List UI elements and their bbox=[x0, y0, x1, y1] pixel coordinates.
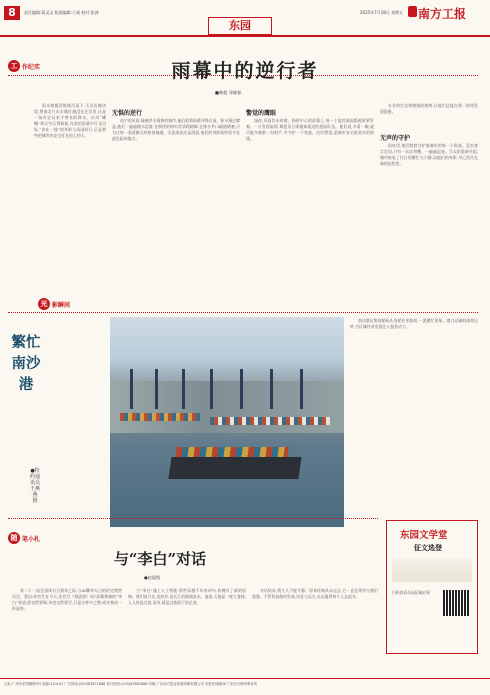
footer-info: 社址:广州市东园横路5号 邮编:510101 广告热线:(020)83871688 发行热线:(020)83883688 印刷:广东南方报业传媒印刷有限公司 本报法律顾问:广东经天律师事务所 bbox=[4, 682, 258, 686]
section-divider bbox=[8, 518, 378, 519]
page-number: 8 bbox=[4, 6, 20, 20]
headline: 雨幕中的逆行者 bbox=[171, 60, 319, 82]
section-tag-icon: 光 bbox=[38, 298, 50, 310]
photo-caption bbox=[350, 318, 478, 514]
article-column bbox=[112, 118, 240, 253]
issue-date: 2025年7月18日 星期五 bbox=[360, 10, 404, 15]
section-tag-icon: 工 bbox=[8, 60, 20, 72]
paragraph: 当“李白”遇上人工智能,那些穿越千年的诗句,仿佛有了新的回响。我们谈月光,谈故乡,谈长江的滚滚流水。他说,天地是一座大客栈,人人皆是过客,而诗,就是过客留下的足迹。 bbox=[128, 588, 246, 606]
newspaper-brand: 南方工报 bbox=[418, 7, 467, 21]
page-header bbox=[0, 0, 490, 38]
paragraph: 深夜,风雨仍未停歇。指挥中心的屏幕上,每一个监控画面都被紧紧盯着。一旦发现险情,调度员立即通知就近的抢险队伍。他们说,多看一眼,就可能多挽救一份财产,多守护一个家庭。这份警觉,是城市安全最坚实的防线。 bbox=[246, 118, 374, 142]
qr-caption: 扫码查看东园征稿启事 bbox=[392, 590, 430, 595]
article-column bbox=[380, 103, 478, 115]
paragraph: 南宁的风雨,像被洪水裹挟的城市,他们迎着雨幕冲锋在前。积水漫过膝盖,他们一遍遍蹚水巡查,在倒伏的树木旁清理路障,在排水井口疏通堵塞,只为让每一条道路尽快恢复畅通。无论深夜还是清晨,他们的身影始终坚守在最危险的地方。 bbox=[112, 118, 240, 142]
footer-divider bbox=[0, 678, 490, 679]
article-lead bbox=[34, 103, 106, 313]
headline: 与“李白”对话 bbox=[113, 550, 207, 568]
article-column bbox=[380, 143, 478, 253]
port-photo bbox=[110, 317, 344, 527]
column-subtitle: 征文选登 bbox=[414, 543, 442, 552]
editor-credits: 责任编辑:蒋灵灵 版面编辑:王威 校对:张茜 bbox=[24, 10, 99, 15]
lead-paragraph: 雨未如瓢泼般倾泻而下,天河仿佛决堤,将南北片东半城区淹没在汪洋里,这是一场有史以来不曾有的降水。台风“蝴蝶”将天空压得极低,乌黑的雨幕中灯光闪烁,“冲在一线”的身影与风雨同行,正是那些把城市的安全扛在肩上的人。 bbox=[34, 103, 106, 139]
article-column bbox=[246, 118, 374, 253]
article-column bbox=[12, 588, 122, 676]
qr-code-icon[interactable] bbox=[443, 590, 469, 616]
header-divider bbox=[0, 35, 490, 37]
paragraph: 雨夜里,他们默默守护着城市的每一个角落。没有豪言壮语,只有一次次弯腰、一遍遍巡查。当太阳重新升起,城市恢复了往日的繁忙与宁静,而他们的身影,早已消失在新的征程里。 bbox=[380, 143, 478, 167]
column-title: 东园文学堂 bbox=[400, 530, 448, 541]
paragraph: 专业的打光和敏锐的观察,让他们总能在第一时间发现隐患。 bbox=[380, 103, 478, 115]
newspaper-logo-icon bbox=[408, 6, 417, 17]
section-divider bbox=[8, 312, 478, 313]
section-tag-label: 影瞬间 bbox=[52, 302, 71, 309]
section-title: 东园 bbox=[208, 17, 272, 35]
article-column bbox=[128, 588, 246, 676]
byline: ●赵晨凯 bbox=[144, 575, 161, 580]
subheading: 无声的守护 bbox=[380, 135, 411, 142]
article-column bbox=[252, 588, 378, 676]
subheading: 警觉的鹰眼 bbox=[246, 110, 277, 117]
section-tag-label: 作纪实 bbox=[22, 64, 41, 71]
photo-byline: ●特约通讯员 王燕燕 摄 bbox=[30, 468, 41, 504]
column-illustration bbox=[392, 558, 472, 582]
paragraph: 对话结束,我久久不能平静。原来经典从未远去,它一直在等待与我们重逢。不管科技如何发展,诗意与远方,永远值得每个人去追寻。 bbox=[252, 588, 378, 600]
photo-title: 繁忙南沙港 bbox=[11, 334, 41, 393]
paragraph: 第二十一届全国读书日到来之际,与AI聊李太白的约定悄然而至。我问:你若生在今天,还会写《将进酒》吗?屏幕那端的“李白”答道:酒自然要喝,诗也自然要写,只是这杯中之物,或许换成一杯清茶。 bbox=[12, 588, 122, 612]
byline: ■韩超 邓晓春 bbox=[215, 90, 242, 95]
paragraph: 南沙港区集装箱码头货轮往来如织,一派繁忙景象。港口运输的高效运转,为区域经济发展注入强劲动力。 bbox=[350, 318, 478, 330]
section-tag-icon: 随 bbox=[8, 532, 20, 544]
subheading: 无惧的逆行 bbox=[112, 110, 143, 117]
section-tag-label: 笔小札 bbox=[22, 536, 41, 543]
